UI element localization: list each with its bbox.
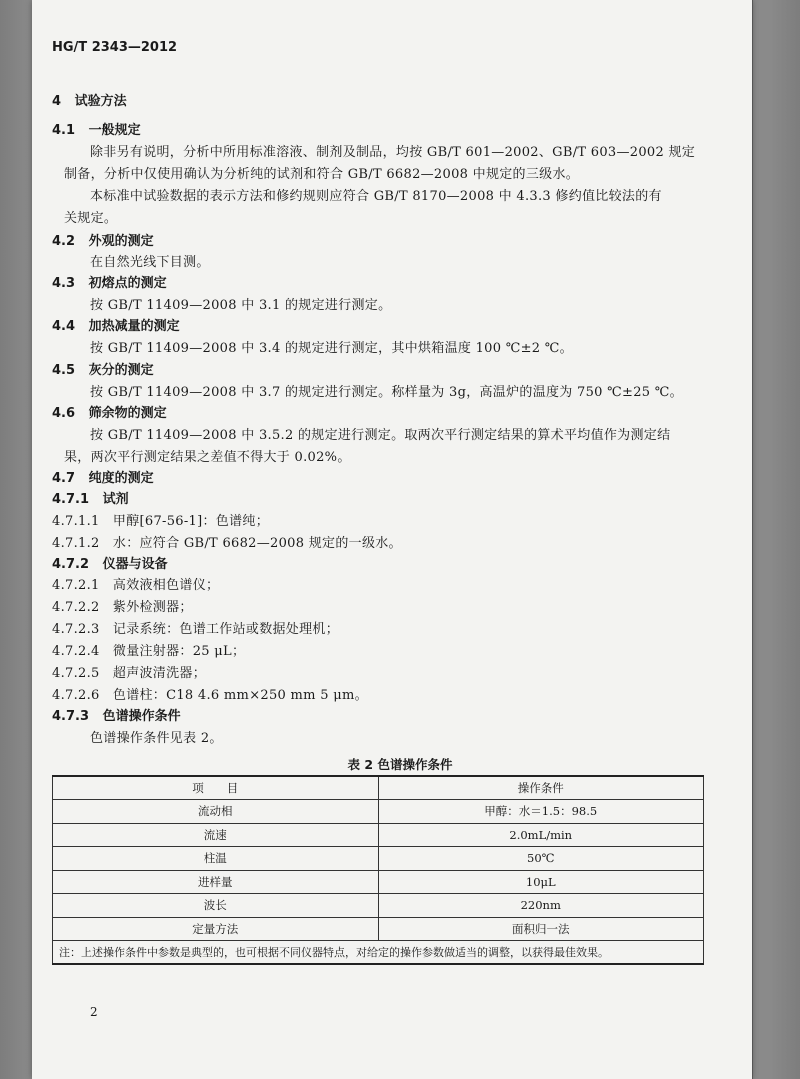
subsection-number: 4.7.1 <box>52 492 90 507</box>
subsection-number: 4.3 <box>52 276 76 291</box>
table-cell: 进样量 <box>53 870 379 894</box>
subsection-4-7-2-heading <box>52 556 168 574</box>
item-text: 记录系统：色谱工作站或数据处理机； <box>112 622 340 637</box>
item-number: 4.7.2.4 <box>52 644 100 659</box>
paragraph-line: 按 GB/T 11409—2008 中 3.5.2 的规定进行测定。取两次平行测定结果的算术平均值作为测定结 <box>90 428 671 443</box>
list-item <box>52 687 368 705</box>
table-cell: 10μL <box>378 870 704 894</box>
table-row <box>53 894 704 918</box>
table-row <box>53 917 704 941</box>
section-number: 4 <box>52 94 62 109</box>
table-cell: 柱温 <box>53 847 379 871</box>
table-header-row <box>53 776 704 800</box>
table-cell: 2.0mL/min <box>378 823 704 847</box>
paragraph-line: 色谱操作条件见表 2。 <box>90 731 223 746</box>
table-cell: 220nm <box>378 894 704 918</box>
subsection-number: 4.1 <box>52 123 76 138</box>
table-cell: 定量方法 <box>53 917 379 941</box>
table-row <box>53 823 704 847</box>
table-note-row <box>53 941 704 965</box>
conditions-table <box>52 775 704 965</box>
subsection-title: 筛余物的测定 <box>88 406 167 421</box>
table-note: 注：上述操作条件中参数是典型的，也可根据不同仪器特点，对给定的操作参数做适当的调整，以获得最佳效果。 <box>53 941 704 965</box>
subsection-number: 4.7.3 <box>52 709 90 724</box>
item-text: 甲醇[67-56-1]：色谱纯； <box>112 514 269 529</box>
subsection-title: 仪器与设备 <box>102 557 168 572</box>
subsection-title: 加热减量的测定 <box>88 319 180 334</box>
subsection-4-7-1-heading <box>52 491 129 509</box>
subsection-title: 外观的测定 <box>88 234 154 249</box>
paragraph-line: 本标准中试验数据的表示方法和修约规则应符合 GB/T 8170—2008 中 4.3.3 修约值比较法的有 <box>90 189 662 204</box>
list-item <box>52 577 219 595</box>
paragraph-line: 制备，分析中仅使用确认为分析纯的试剂和符合 GB/T 6682—2008 中规定的三级水。 <box>64 167 580 182</box>
paragraph-line: 按 GB/T 11409—2008 中 3.1 的规定进行测定。 <box>90 298 392 313</box>
subsection-4-1-heading <box>52 122 141 140</box>
subsection-number: 4.4 <box>52 319 76 334</box>
document-id: HG/T 2343—2012 <box>52 40 178 55</box>
table-cell: 甲醇：水＝1.5：98.5 <box>378 800 704 824</box>
item-number: 4.7.2.3 <box>52 622 100 637</box>
item-number: 4.7.2.2 <box>52 600 100 615</box>
subsection-4-5-heading <box>52 362 154 380</box>
table-cell: 流动相 <box>53 800 379 824</box>
subsection-title: 纯度的测定 <box>88 471 154 486</box>
table-row <box>53 870 704 894</box>
page-edge <box>752 0 753 1079</box>
subsection-4-2-heading <box>52 233 154 251</box>
item-text: 超声波清洗器； <box>112 666 207 681</box>
subsection-number: 4.7 <box>52 471 76 486</box>
subsection-4-4-heading <box>52 318 180 336</box>
list-item <box>52 535 402 553</box>
subsection-title: 色谱操作条件 <box>102 709 181 724</box>
section-title: 试验方法 <box>74 94 127 109</box>
table-caption: 表 2 色谱操作条件 <box>347 757 453 772</box>
section-heading <box>52 93 127 111</box>
subsection-title: 灰分的测定 <box>88 363 154 378</box>
table-row <box>53 800 704 824</box>
table-cell: 面积归一法 <box>378 917 704 941</box>
item-number: 4.7.2.6 <box>52 688 100 703</box>
subsection-number: 4.6 <box>52 406 76 421</box>
item-text: 微量注射器：25 μL； <box>112 644 246 659</box>
item-text: 高效液相色谱仪； <box>112 578 220 593</box>
list-item <box>52 513 269 531</box>
list-item <box>52 621 339 639</box>
table-row <box>53 847 704 871</box>
item-text: 水：应符合 GB/T 6682—2008 规定的一级水。 <box>112 536 402 551</box>
subsection-number: 4.2 <box>52 234 76 249</box>
paragraph-line: 果，两次平行测定结果之差值不得大于 0.02%。 <box>64 450 351 465</box>
table-header-cell: 操作条件 <box>378 776 704 800</box>
subsection-title: 一般规定 <box>88 123 141 138</box>
item-number: 4.7.2.5 <box>52 666 100 681</box>
item-number: 4.7.1.1 <box>52 514 100 529</box>
subsection-number: 4.5 <box>52 363 76 378</box>
item-number: 4.7.2.1 <box>52 578 100 593</box>
table-header-cell: 项 目 <box>53 776 379 800</box>
list-item <box>52 665 206 683</box>
item-text: 色谱柱：C18 4.6 mm×250 mm 5 μm。 <box>112 688 368 703</box>
paragraph-line: 按 GB/T 11409—2008 中 3.4 的规定进行测定，其中烘箱温度 100 ℃±2 ℃。 <box>90 341 573 356</box>
item-text: 紫外检测器； <box>112 600 193 615</box>
item-number: 4.7.1.2 <box>52 536 100 551</box>
paragraph-line: 在自然光线下目测。 <box>90 255 210 270</box>
paragraph-line: 按 GB/T 11409—2008 中 3.7 的规定进行测定。称样量为 3g，高温炉的温度为 750 ℃±25 ℃。 <box>90 385 683 400</box>
page-number: 2 <box>90 1005 98 1019</box>
subsection-title: 初熔点的测定 <box>88 276 167 291</box>
subsection-number: 4.7.2 <box>52 557 90 572</box>
paragraph-line: 除非另有说明，分析中所用标准溶液、制剂及制品，均按 GB/T 601—2002、GB/T 603—2002 规定 <box>90 145 696 160</box>
table-cell: 50℃ <box>378 847 704 871</box>
subsection-4-7-heading <box>52 470 154 488</box>
subsection-title: 试剂 <box>102 492 129 507</box>
subsection-4-3-heading <box>52 275 167 293</box>
subsection-4-7-3-heading <box>52 708 181 726</box>
list-item <box>52 599 193 617</box>
subsection-4-6-heading <box>52 405 167 423</box>
paragraph-line: 关规定。 <box>64 211 118 226</box>
list-item <box>52 643 245 661</box>
table-cell: 波长 <box>53 894 379 918</box>
table-cell: 流速 <box>53 823 379 847</box>
